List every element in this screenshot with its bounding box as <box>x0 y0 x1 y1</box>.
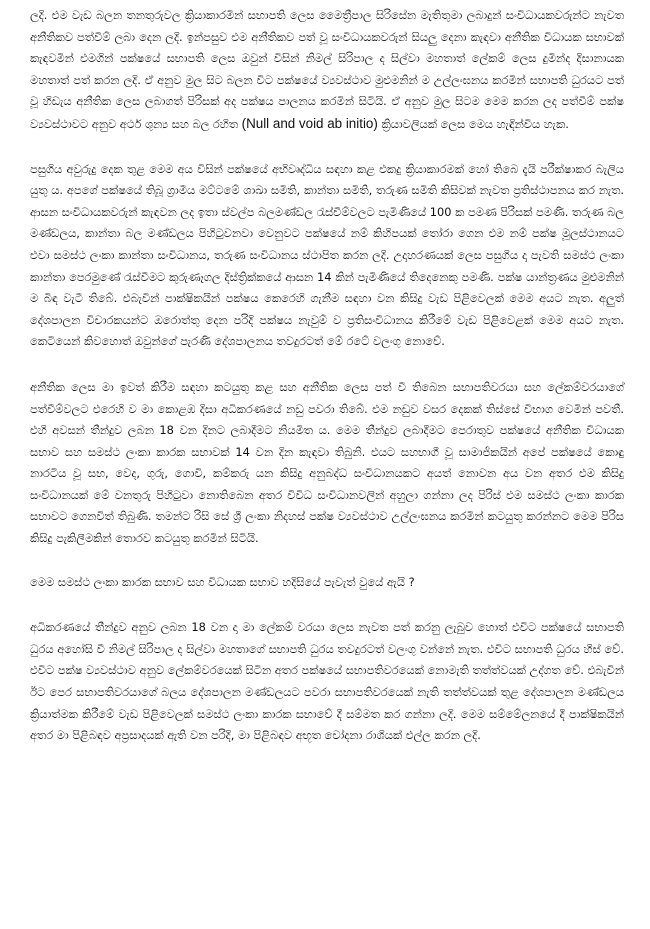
paragraph-3: අනීතික ලෙස මා ඉවත් කිරීම සඳහා කටයුතු කළ සහ අනීතික ලෙස පත් වී තිබෙන සභාපතිවරයා සහ ලේකම්වරයාගේ පත්වීම්වලට එරෙහි ව මා කොළඹ දිසා අධිකරණයේ නඩු පවරා තිබේ. එම නඩුව වසර දෙකක් තිස්සේ විභාග වෙමින් පවතී. එහි අවසන් තීන්දුව ලබන 18 වන දිනට ලබාදීමට නියමිත ය. මෙම තීන්දුව ලබාදීමට පෙරාතුව පක්ෂයේ අනීතික විධායක සභාව සහ සමස්ථ ලංකා කාරක සභාවක් 14 වන දින කැඳවා තිබුනි. එයට සහභාගී වූ සාමාජිකයින් අපේ පක්ෂයේ කොඳු නාරටිය වූ සභ, වෙද, ගුරු, ගොවි, කම්කරු යන කිසිදු අනුබද්ධ සංවිධානයකට අයත් නොවන අය වන අතර එම කිසිදු සංවිධානයක් මේ වනතුරු පිහිටුවා නොතිබෙන අතර විවිධ සංවිධානවලින් අහුලා ගන්නා ලද පිරිස් එම සමස්ථ ලංකා කාරක සභාවට ගෙනවිත් තිබුණි. තමන්ට රිසි සේ ශ්‍රී ලංකා නිදහස් පක්ෂ ව්‍යවස්ථාව උල්ලංඝනය කරමින් කටයුතු කරන්නට මෙම පිරිස කිසිදු පැකිලීමකින් තොරව කටයුතු කරමින් සිටියි. <box>30 379 624 546</box>
paragraph-1-tail: ක්‍රියාවලියක් ලෙස මෙය හැඳින්විය හැක. <box>377 116 569 131</box>
paragraph-1-body: ලදි. එම වැඩ බලන තනතුරුවල ක්‍රියාකාරමින් සභාපති ලෙස මෛත්‍රීපාල සිරිසේන මැතිතුමා ලබාදුන් සංවිධායකවරුන්ට නැවත අනීතිකව පත්වීම් ලබා දෙන ලදි. ඉන්පසුව එම අනීතිකව පත් වූ සංවිධායකවරුන් සියලු දෙනා කැඳවා අනීතික විධායක සභාවක් කැඳවමින් එමගින් පක්ෂයේ සභාපති ලෙස ඔවුන් විසින් නිමල් සිරිපාල ද සිල්වා මහතාත් ලේකම් ලෙස දුමින්ද දිසානායක මහතාත් පත් කරන ලදි. ඒ අනුව මුල සිට බලන විට පක්ෂයේ ව්‍යවස්ථාව මුළුමනින් ම උල්ලංඝනය කරමින් සභාපති ධුරයට පත් වූ හිඩැය අනීතික ලෙස ලබාගත් පිරිසක් අද පක්ෂය පාලනය කරමින් සිටියි. ඒ අනුව මුල සිටම මෙම කරන ලද පත්වීම් පක්ෂ ව්‍යවස්ථාවට අනුව අර්ථ ශුන්‍ය සහ බල රහිත <box>30 8 624 131</box>
paragraph-2: පසුගිය අවුරුදු දෙක තුළ මෙම අය විසින් පක්ෂයේ අභිවෘද්ධිය සඳහා කළ එකදු ක්‍රියාකාරමක් හෝ තිබෙ දැයි පරීක්ෂාකර බැලිය යුතු ය. අපගේ පක්ෂයේ තිබූ ග්‍රාමීය මට්ටමේ ශාඛා සමිති, කාන්තා සමිති, තරුණ සමිති කිසිවක් නැවත ප්‍රතිස්ථාපනය කර නැත. ආසන සංවිධායකවරුන් කැඳවන ලද ඉතා ස්වල්ප බලමණ්ඩල රැස්වීම්වලට පැමිණියේ 100 ක පමණ පිරිසක් පමණි. තරුණ බල මණ්ඩලය, කාන්තා බල මණ්ඩලය පිහිටුවනවා වෙනුවට පක්ෂයේ නම් කිහිපයක් තෝරා ගෙන එම නම් පක්ෂ මූලස්ථානයට එවා සමස්ථ ලංකා කාන්තා සංවිධානය, තරුණ සංවිධානය ස්ථාපිත කරන ලදි. උදාහරණයක් ලෙස පසුගිය දා පැවති සමස්ථ ලංකා කාන්තා පෙරමුණේ රැස්වීමට කුරුණෑගල දිස්ත්‍රික්කයේ ආසන 14 කින් පැමිණියේ තිදෙනෙකු පමණි. පක්ෂ යාන්ත්‍රණය මුළුමනින් ම බිඳ වැටී තිබේ. එබැවින් පාක්ෂිකයින් පක්ෂය කෙරෙහි ගැනීම සඳහා වන කිසිදු වැඩ පිළිවෙලක් මෙම අයට නැත. අලුත් දේශපාලන විචාරකයන්ට ඔරොත්තු දෙන පරිදි පක්ෂය නැවුම් ව ප්‍රතිසංවිධානය කිරීමේ වැඩ පිළිවෙළක් මෙම අයට නැත. කෙටියෙන් කිවහොත් ඔවුන්ගේ පැරණි දේශපාලනය තවදුරටත් මේ රටේ වලංගු නොවේ. <box>30 161 624 349</box>
paragraph-1 <box>30 5 624 136</box>
paragraph-4: අධිකරණයේ තීන්දුව අනුව ලබන 18 වන දා මා ලේකම් වරයා ලෙස නැවත පත් කරනු ලැබුව හොත් එවිට පක්ෂයේ සභාපති ධුරය අහෝසි වී නිමල් සිරිපාල ද සිල්වා මහතාගේ සභාපති ධුරය තවදුරටත් වලංගු වන්නේ නැත. එවිට සභාපති ධුරය හිස් වේ. එවිට පක්ෂ ව්‍යවස්ථාව අනුව ලේකම්වරයෙක් සිටින අතර පක්ෂයේ සභාපතිවරයෙක් නොමැති තත්ත්වයක් උද්ගත වේ. එබැවින් ඊට පෙර සභාපතිවරයාගේ බලය දේශපාලන මණ්ඩලයට පවරා සභාපතිවරයෙක් නැති තත්ත්වයක් තුළ දේශපාලන මණ්ඩලය ක්‍රියාත්මක කිරීමේ වැඩ පිළිවෙලක් සමස්ථ ලංකා කාරක සභාවේ දී සම්මත කර ගන්නා ලදි. මෙම සම්මේලනයේ දී පාක්ෂිකයින් අතර මා පිළිබඳව අප්‍රසාදයක් ඇති වන පරිදි, මා පිළිබඳව අභූත චෝදනා රාශියක් එල්ල කරන ලදි. <box>30 620 624 743</box>
paragraph-1-latin-phrase: (Null and void ab initio) <box>241 115 378 131</box>
section-question: මෙම සමස්ථ ලංකා කාරක සභාව සහ විධායක සභාව හදිසියේ පැවැත් වුයේ ඇයි ? <box>30 574 415 589</box>
